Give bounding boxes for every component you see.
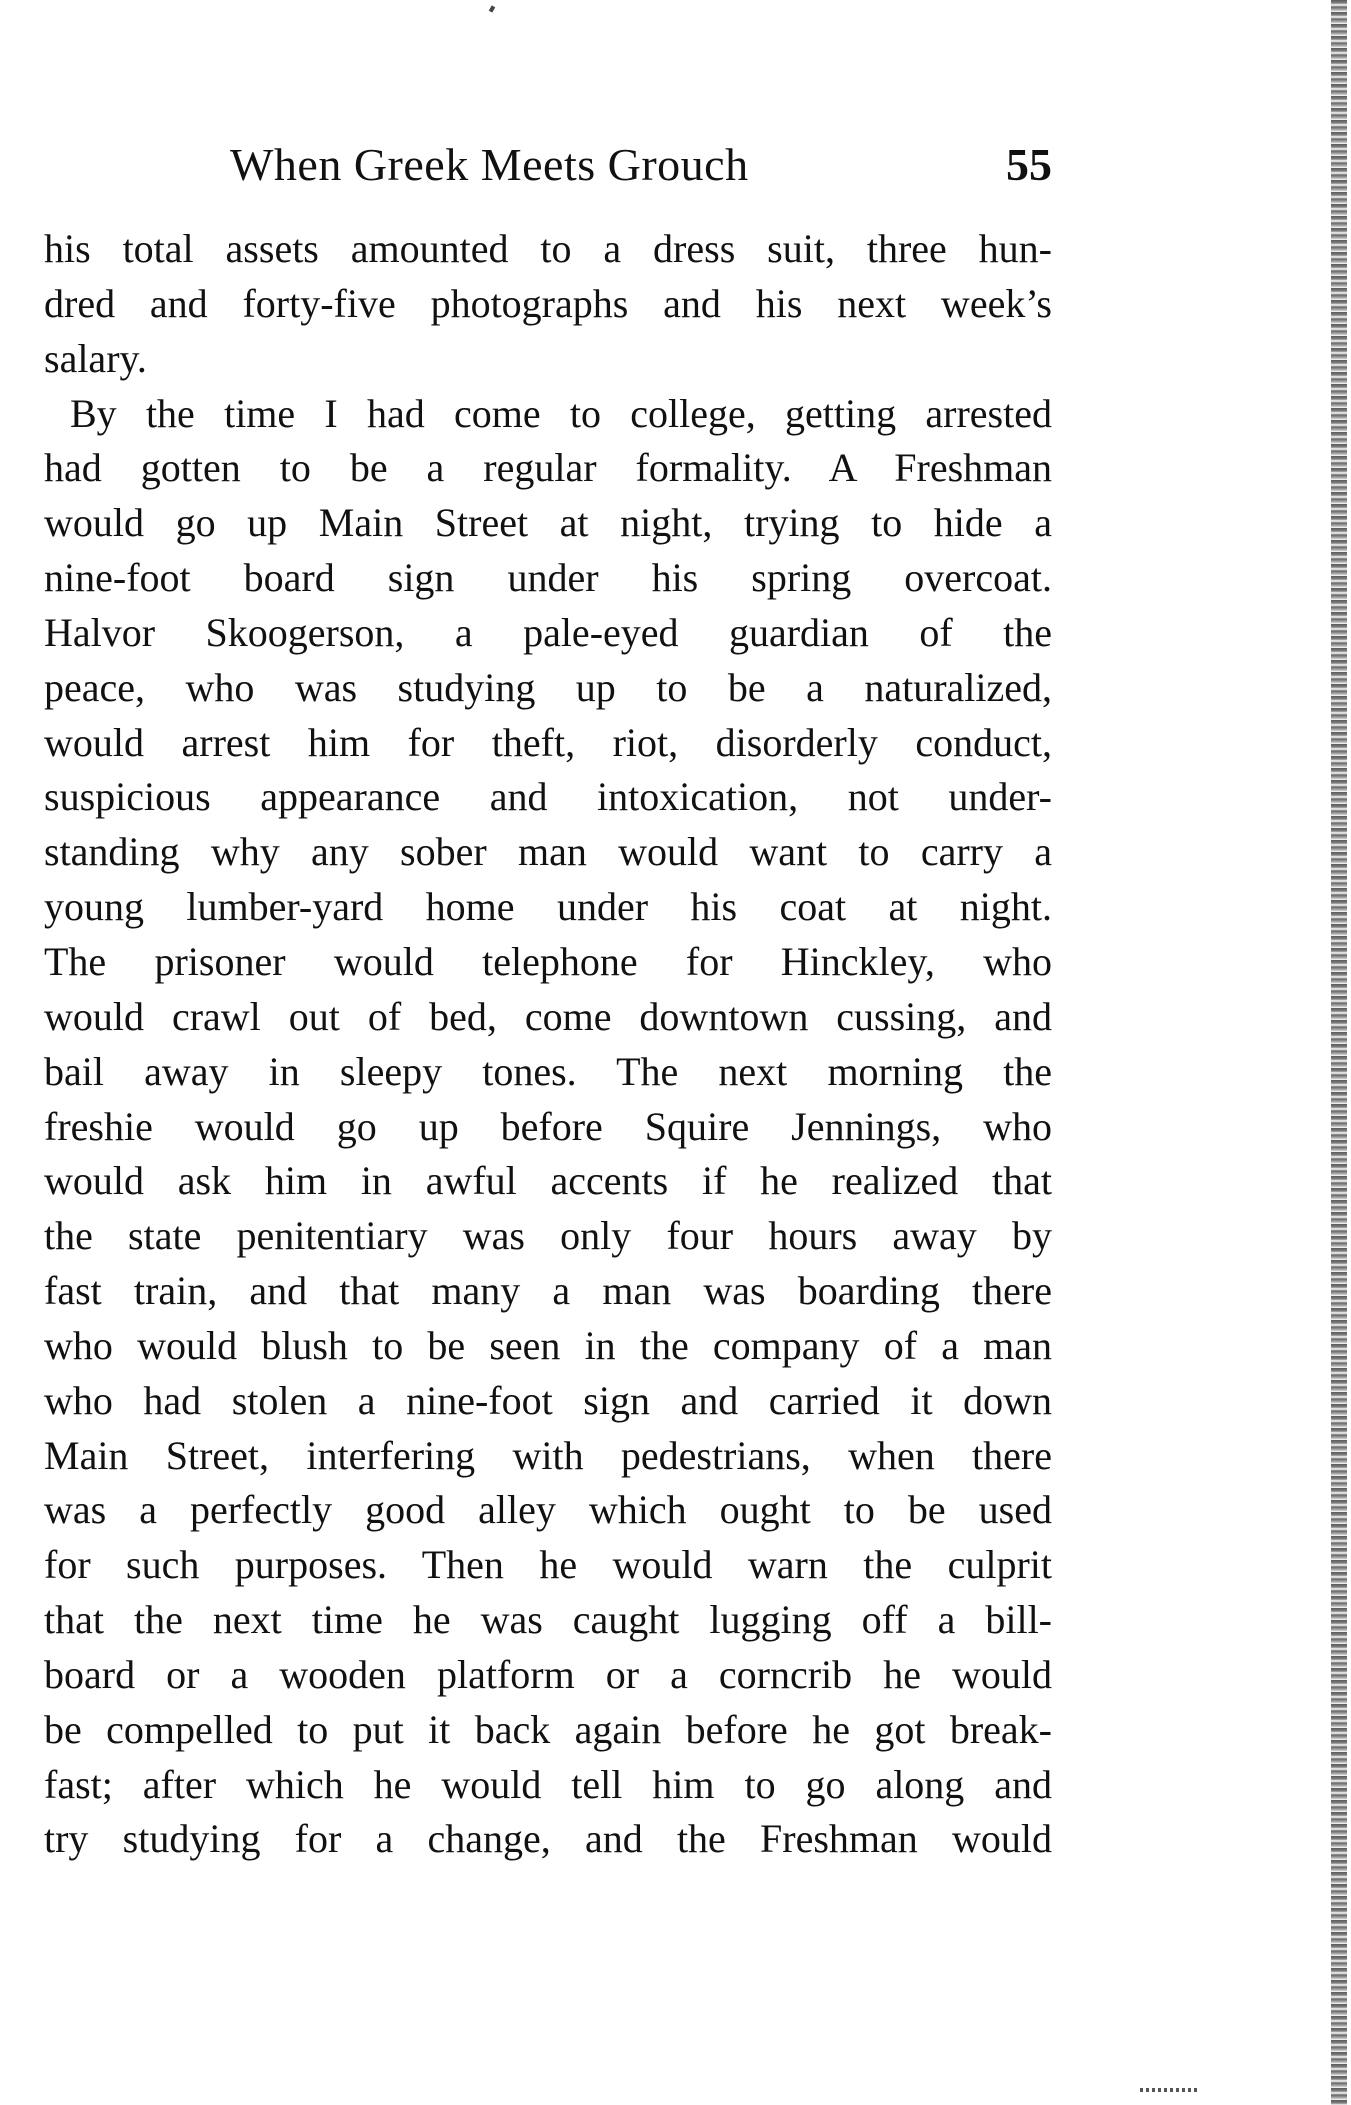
- text-line: his total assets amounted to a dress suit, three hun-: [44, 226, 1052, 271]
- text-line: try studying for a change, and the Freshman would: [44, 1816, 1052, 1862]
- text-line: fast; after which he would tell him to go along and: [44, 1761, 1052, 1807]
- scanned-page-edge: [1331, 0, 1347, 2105]
- text-line: fast train, and that many a man was boarding there: [44, 1268, 1052, 1314]
- text-line: By the time I had come to college, getting arrested: [70, 390, 1052, 436]
- text-line: who would blush to be seen in the company of a man: [44, 1322, 1052, 1368]
- text-line: freshie would go up before Squire Jennings, who: [44, 1103, 1052, 1149]
- text-line: The prisoner would telephone for Hinckley, who: [44, 938, 1052, 984]
- text-line: for such purposes. Then he would warn the culprit: [44, 1542, 1052, 1588]
- text-line: would crawl out of bed, come downtown cussing, and: [44, 993, 1052, 1039]
- text-line: peace, who was studying up to be a naturalized,: [44, 664, 1052, 710]
- text-line: Main Street, interfering with pedestrians, when there: [44, 1432, 1052, 1478]
- text-line: would ask him in awful accents if he realized that: [44, 1158, 1052, 1204]
- text-line: dred and forty-five photographs and his next week’s: [44, 280, 1052, 326]
- text-line: young lumber-yard home under his coat at night.: [44, 884, 1052, 930]
- text-line: salary.: [44, 335, 147, 381]
- text-line: would arrest him for theft, riot, disorderly conduct,: [44, 719, 1052, 765]
- text-line: board or a wooden platform or a corncrib he would: [44, 1651, 1052, 1697]
- page-number: 55: [1006, 139, 1052, 190]
- running-title: When Greek Meets Grouch: [230, 139, 749, 190]
- text-line: would go up Main Street at night, trying to hide a: [44, 500, 1052, 546]
- scan-speck: [489, 5, 495, 12]
- body-text: [44, 222, 1052, 1867]
- text-line: had gotten to be a regular formality. A Freshman: [44, 445, 1052, 491]
- text-line: standing why any sober man would want to carry a: [44, 829, 1052, 875]
- scan-noise: [1140, 2088, 1200, 2092]
- text-line: who had stolen a nine-foot sign and carried it down: [44, 1377, 1052, 1423]
- text-line: was a perfectly good alley which ought to be used: [44, 1487, 1052, 1533]
- text-line: bail away in sleepy tones. The next morning the: [44, 1048, 1052, 1094]
- page-header: [0, 138, 1351, 198]
- text-line: that the next time he was caught lugging off a bill-: [44, 1597, 1052, 1643]
- text-line: nine-foot board sign under his spring overcoat.: [44, 555, 1052, 601]
- text-line: be compelled to put it back again before he got break-: [44, 1706, 1052, 1752]
- text-line: Halvor Skoogerson, a pale-eyed guardian of the: [44, 609, 1052, 655]
- text-line: the state penitentiary was only four hours away by: [44, 1213, 1052, 1259]
- text-line: suspicious appearance and intoxication, not under-: [44, 774, 1052, 820]
